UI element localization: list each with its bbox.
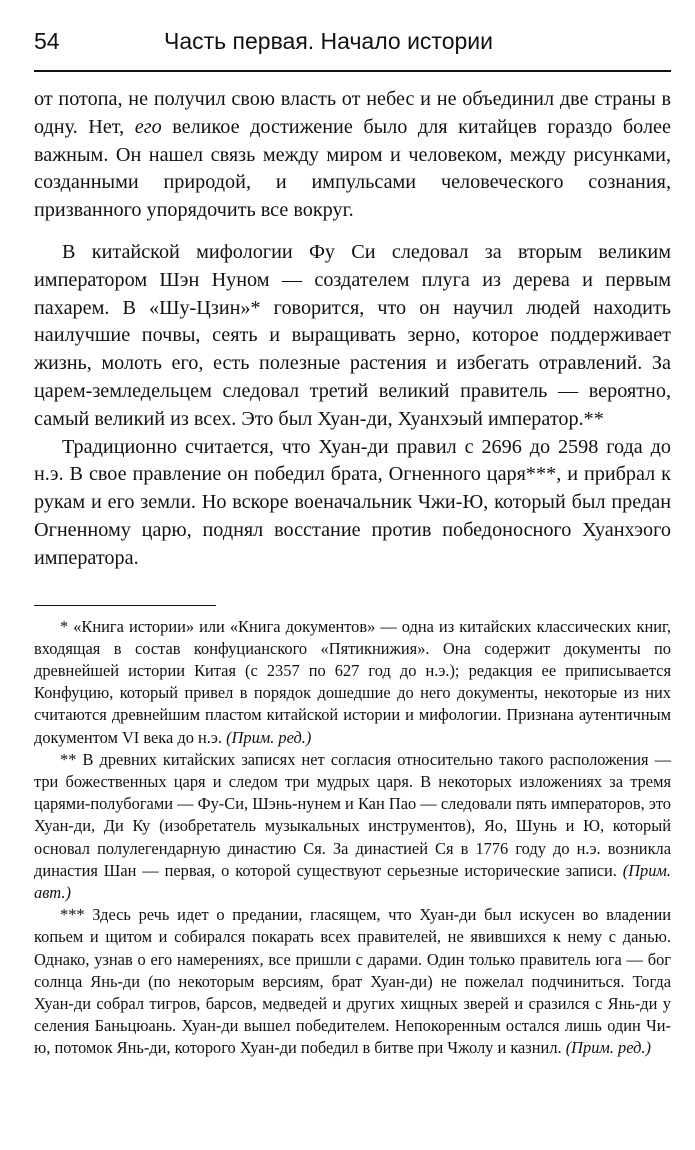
paragraph-1-text-a: от потопа, не получил свою власть от небес и не объединил две страны в одну. Нет, [34, 88, 671, 138]
footnotes [34, 616, 671, 1060]
running-title: Часть первая. Начало истории [164, 28, 493, 54]
paragraph-1-text-b: великое достижение было для китайцев гораздо более важным. Он нашел связь между миром и человеком, между рисунками, созданными природой, и импульсами человеческого сознания, призванного упорядочить все вокруг. [34, 115, 671, 222]
paragraph-3: Традиционно считается, что Хуан-ди правил с 2696 до 2598 года до н.э. В свое правление он победил брата, Огненного царя***, и прибрал к рукам и его земли. Но вскоре военачальник Чжи-Ю, который был предан Огненному царю, поднял восстание против победоносного Хуанхэого императора. [34, 435, 671, 569]
footnote-2 [34, 749, 671, 904]
paragraph-1 [34, 86, 671, 225]
footnote-rule [34, 605, 216, 606]
page-number: 54 [34, 28, 60, 54]
footnote-2-text: ** В древних китайских записях нет согласия относительно такого расположения — три божественных царя и следом три мудрых царя. В некоторых изложениях за тремя царями-полубогами — Фу-Си, Шэнь-нунем и Кан Пао — следовали пять императоров, это Хуан-ди, Ди Ку (изобретатель музыкальных инструментов), Яо, Шунь и Ю, который основал полулегендарную династию Ся. За династией Ся в 1776 году до н.э. возникла династия Шан — первая, о которой существуют серьезные исторические записи. [34, 749, 671, 880]
main-text [34, 86, 671, 573]
footnote-3-text: *** Здесь речь идет о предании, гласящем, что Хуан-ди был искусен во владении копьем и щитом и собирался покарать всех правителей, не явившихся к нему с данью. Однако, узнав о его намерениях, все пришли с дарами. Один только правитель юга — бог солнца Янь-ди (по некоторым версиям, брат Хуан-ди) не пожелал подчиниться. Тогда Хуан-ди собрал тигров, барсов, медведей и других хищных зверей и сразился с Янь-ди у селения Баньцюань. Хуан-ди вышел победителем. Непокоренным остался лишь один Чи-ю, потомок Янь-ди, которого Хуан-ди победил в битве при Чжолу и казнил. [34, 905, 671, 1058]
footnote-1-attribution: (Прим. ред.) [226, 727, 312, 747]
page-header [34, 0, 671, 54]
footnote-1 [34, 616, 671, 749]
footnote-1-text: * «Книга истории» или «Книга документов» — одна из китайских классических книг, входящая в состав конфуцианского «Пятикнижия». Она содержит документы по древнейшей истории Китая (с 2357 по 627 год до н.э.); редакция ее приписывается Конфуцию, который привел в порядок дошедшие до него документы, некоторые из них считаются древнейшим пластом китайской истории и мифологии. Признана аутентичным документом VI века до н.э. [34, 616, 671, 747]
paragraph-2: В китайской мифологии Фу Си следовал за вторым великим императором Шэн Нуном — создателем плуга из дерева и первым пахарем. В «Шу-Цзин»* говорится, что он научил людей находить наилучшие почвы, сеять и выращивать зерно, которое поддерживает жизнь, молоть его, есть полезные растения и избегать отравлений. За царем-земледельцем следовал третий великий правитель — вероятно, самый великий из всех. Это был Хуан-ди, Хуанхэый император.** [34, 240, 671, 430]
paragraph-1-emphasis: его [134, 115, 162, 138]
footnote-3 [34, 904, 671, 1059]
footnote-2-attribution: (Прим. авт.) [34, 860, 671, 902]
footnote-3-attribution: (Прим. ред.) [565, 1038, 651, 1058]
header-rule [34, 70, 671, 72]
